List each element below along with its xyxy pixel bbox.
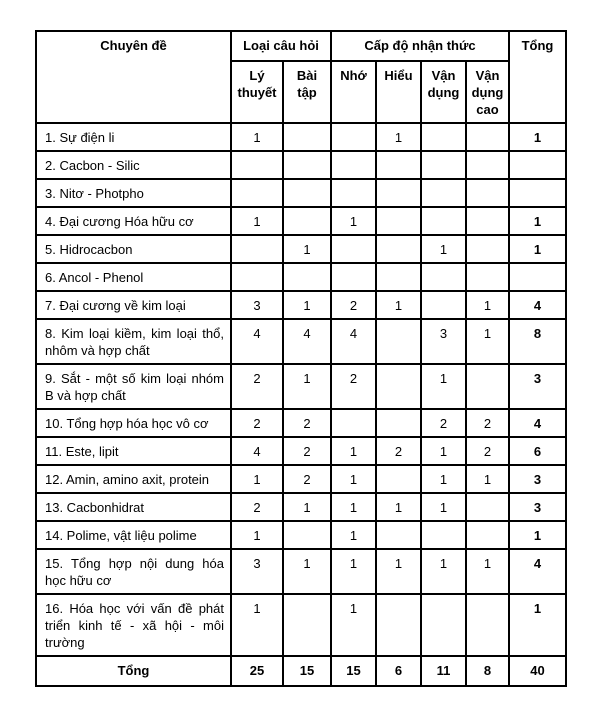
value-cell: 3 bbox=[421, 319, 466, 364]
topic-cell: 2. Cacbon - Silic bbox=[36, 151, 231, 179]
value-cell bbox=[421, 151, 466, 179]
value-cell: 4 bbox=[231, 319, 283, 364]
value-cell: 1 bbox=[376, 549, 421, 594]
value-cell bbox=[466, 123, 509, 151]
column-header-exercise: Bài tập bbox=[283, 61, 331, 123]
value-cell: 4 bbox=[331, 319, 376, 364]
topic-cell: 3. Nitơ - Photpho bbox=[36, 179, 231, 207]
table-row bbox=[36, 263, 566, 291]
value-cell: 3 bbox=[231, 549, 283, 594]
column-header-apply: Vận dụng bbox=[421, 61, 466, 123]
value-cell: 1 bbox=[466, 549, 509, 594]
value-cell: 2 bbox=[421, 409, 466, 437]
value-cell bbox=[376, 207, 421, 235]
value-cell bbox=[421, 179, 466, 207]
column-header-understand: Hiểu bbox=[376, 61, 421, 123]
value-cell bbox=[231, 235, 283, 263]
topic-cell: 4. Đại cương Hóa hữu cơ bbox=[36, 207, 231, 235]
value-cell bbox=[376, 179, 421, 207]
value-cell: 1 bbox=[331, 493, 376, 521]
value-cell: 2 bbox=[283, 409, 331, 437]
topic-cell: 15. Tổng hợp nội dung hóa học hữu cơ bbox=[36, 549, 231, 594]
footer-value-remember: 15 bbox=[331, 656, 376, 686]
value-cell: 1 bbox=[376, 123, 421, 151]
row-total-cell: 4 bbox=[509, 291, 566, 319]
row-total-cell: 6 bbox=[509, 437, 566, 465]
table-row bbox=[36, 319, 566, 364]
value-cell: 1 bbox=[466, 465, 509, 493]
row-total-cell bbox=[509, 263, 566, 291]
row-total-cell: 4 bbox=[509, 409, 566, 437]
column-header-topic: Chuyên đề bbox=[36, 31, 231, 123]
value-cell bbox=[331, 179, 376, 207]
table-row bbox=[36, 549, 566, 594]
value-cell bbox=[376, 409, 421, 437]
row-total-cell bbox=[509, 151, 566, 179]
footer-total-label: Tổng bbox=[36, 656, 231, 686]
value-cell bbox=[421, 263, 466, 291]
topic-cell: 14. Polime, vật liệu polime bbox=[36, 521, 231, 549]
value-cell: 1 bbox=[283, 291, 331, 319]
value-cell bbox=[231, 263, 283, 291]
column-header-question-type-group: Loại câu hỏi bbox=[231, 31, 331, 61]
value-cell bbox=[466, 151, 509, 179]
value-cell: 1 bbox=[331, 465, 376, 493]
value-cell: 1 bbox=[331, 207, 376, 235]
value-cell: 1 bbox=[283, 549, 331, 594]
row-total-cell: 3 bbox=[509, 493, 566, 521]
topic-cell: 9. Sắt - một số kim loại nhóm B và hợp chất bbox=[36, 364, 231, 409]
topic-cell: 16. Hóa học với vấn đề phát triển kinh tế - xã hội - môi trường bbox=[36, 594, 231, 656]
table-row bbox=[36, 151, 566, 179]
value-cell bbox=[231, 151, 283, 179]
value-cell: 1 bbox=[421, 437, 466, 465]
value-cell: 4 bbox=[283, 319, 331, 364]
value-cell bbox=[466, 235, 509, 263]
table-row bbox=[36, 123, 566, 151]
value-cell: 2 bbox=[231, 364, 283, 409]
value-cell bbox=[376, 521, 421, 549]
value-cell bbox=[283, 594, 331, 656]
value-cell bbox=[421, 207, 466, 235]
value-cell: 1 bbox=[331, 521, 376, 549]
value-cell bbox=[331, 151, 376, 179]
table-row bbox=[36, 465, 566, 493]
column-header-cognitive-level-group: Cấp độ nhận thức bbox=[331, 31, 509, 61]
value-cell: 1 bbox=[421, 549, 466, 594]
value-cell: 1 bbox=[231, 521, 283, 549]
value-cell bbox=[283, 521, 331, 549]
table-row bbox=[36, 207, 566, 235]
row-total-cell bbox=[509, 179, 566, 207]
value-cell: 1 bbox=[231, 594, 283, 656]
value-cell bbox=[283, 123, 331, 151]
value-cell: 1 bbox=[331, 594, 376, 656]
table-row bbox=[36, 493, 566, 521]
table-row bbox=[36, 291, 566, 319]
value-cell: 1 bbox=[331, 549, 376, 594]
value-cell bbox=[466, 263, 509, 291]
footer-value-grand-total: 40 bbox=[509, 656, 566, 686]
footer-value-apply-high: 8 bbox=[466, 656, 509, 686]
value-cell bbox=[466, 521, 509, 549]
value-cell: 1 bbox=[283, 364, 331, 409]
table-row bbox=[36, 437, 566, 465]
table-row bbox=[36, 521, 566, 549]
value-cell bbox=[376, 151, 421, 179]
value-cell: 1 bbox=[421, 364, 466, 409]
value-cell bbox=[283, 179, 331, 207]
value-cell: 1 bbox=[376, 291, 421, 319]
table-row bbox=[36, 235, 566, 263]
row-total-cell: 3 bbox=[509, 364, 566, 409]
table-footer bbox=[36, 656, 566, 686]
value-cell bbox=[283, 207, 331, 235]
row-total-cell: 1 bbox=[509, 123, 566, 151]
column-header-remember: Nhớ bbox=[331, 61, 376, 123]
value-cell: 1 bbox=[231, 207, 283, 235]
value-cell bbox=[421, 594, 466, 656]
value-cell bbox=[376, 319, 421, 364]
value-cell bbox=[466, 594, 509, 656]
row-total-cell: 8 bbox=[509, 319, 566, 364]
value-cell: 4 bbox=[231, 437, 283, 465]
value-cell bbox=[283, 151, 331, 179]
value-cell: 1 bbox=[331, 437, 376, 465]
value-cell: 1 bbox=[466, 291, 509, 319]
value-cell: 3 bbox=[231, 291, 283, 319]
value-cell: 2 bbox=[376, 437, 421, 465]
value-cell: 1 bbox=[231, 123, 283, 151]
value-cell bbox=[331, 263, 376, 291]
value-cell bbox=[421, 123, 466, 151]
value-cell bbox=[466, 179, 509, 207]
topic-cell: 11. Este, lipit bbox=[36, 437, 231, 465]
row-total-cell: 4 bbox=[509, 549, 566, 594]
value-cell bbox=[331, 409, 376, 437]
value-cell: 2 bbox=[466, 437, 509, 465]
column-header-total: Tổng bbox=[509, 31, 566, 123]
table-row bbox=[36, 179, 566, 207]
table-body bbox=[36, 123, 566, 656]
value-cell bbox=[376, 235, 421, 263]
value-cell bbox=[376, 594, 421, 656]
topic-cell: 10. Tổng hợp hóa học vô cơ bbox=[36, 409, 231, 437]
value-cell: 2 bbox=[331, 364, 376, 409]
value-cell bbox=[331, 123, 376, 151]
value-cell bbox=[376, 263, 421, 291]
value-cell bbox=[421, 521, 466, 549]
value-cell bbox=[376, 364, 421, 409]
value-cell: 2 bbox=[331, 291, 376, 319]
table-row bbox=[36, 364, 566, 409]
value-cell bbox=[376, 465, 421, 493]
column-header-theory: Lý thuyết bbox=[231, 61, 283, 123]
table-row bbox=[36, 594, 566, 656]
value-cell: 1 bbox=[421, 235, 466, 263]
row-total-cell: 1 bbox=[509, 235, 566, 263]
value-cell bbox=[466, 493, 509, 521]
value-cell bbox=[466, 207, 509, 235]
value-cell bbox=[421, 291, 466, 319]
value-cell: 2 bbox=[466, 409, 509, 437]
value-cell: 1 bbox=[283, 235, 331, 263]
exam-specification-table bbox=[35, 30, 567, 687]
footer-value-theory: 25 bbox=[231, 656, 283, 686]
value-cell: 1 bbox=[376, 493, 421, 521]
topic-cell: 6. Ancol - Phenol bbox=[36, 263, 231, 291]
value-cell bbox=[331, 235, 376, 263]
footer-value-apply: 11 bbox=[421, 656, 466, 686]
value-cell: 1 bbox=[421, 493, 466, 521]
topic-cell: 5. Hidrocacbon bbox=[36, 235, 231, 263]
value-cell bbox=[283, 263, 331, 291]
value-cell: 2 bbox=[283, 465, 331, 493]
value-cell: 1 bbox=[283, 493, 331, 521]
footer-value-understand: 6 bbox=[376, 656, 421, 686]
topic-cell: 13. Cacbonhidrat bbox=[36, 493, 231, 521]
table-header bbox=[36, 31, 566, 123]
footer-row bbox=[36, 656, 566, 686]
value-cell: 2 bbox=[283, 437, 331, 465]
topic-cell: 8. Kim loại kiềm, kim loại thổ, nhôm và hợp chất bbox=[36, 319, 231, 364]
column-header-apply-high: Vận dụng cao bbox=[466, 61, 509, 123]
value-cell: 1 bbox=[466, 319, 509, 364]
header-group-row bbox=[36, 31, 566, 61]
value-cell: 2 bbox=[231, 493, 283, 521]
value-cell bbox=[231, 179, 283, 207]
value-cell: 1 bbox=[231, 465, 283, 493]
topic-cell: 7. Đại cương về kim loại bbox=[36, 291, 231, 319]
topic-cell: 12. Amin, amino axit, protein bbox=[36, 465, 231, 493]
value-cell bbox=[466, 364, 509, 409]
value-cell: 1 bbox=[421, 465, 466, 493]
footer-value-exercise: 15 bbox=[283, 656, 331, 686]
row-total-cell: 1 bbox=[509, 207, 566, 235]
topic-cell: 1. Sự điện li bbox=[36, 123, 231, 151]
value-cell: 2 bbox=[231, 409, 283, 437]
row-total-cell: 1 bbox=[509, 594, 566, 656]
row-total-cell: 1 bbox=[509, 521, 566, 549]
row-total-cell: 3 bbox=[509, 465, 566, 493]
table-row bbox=[36, 409, 566, 437]
